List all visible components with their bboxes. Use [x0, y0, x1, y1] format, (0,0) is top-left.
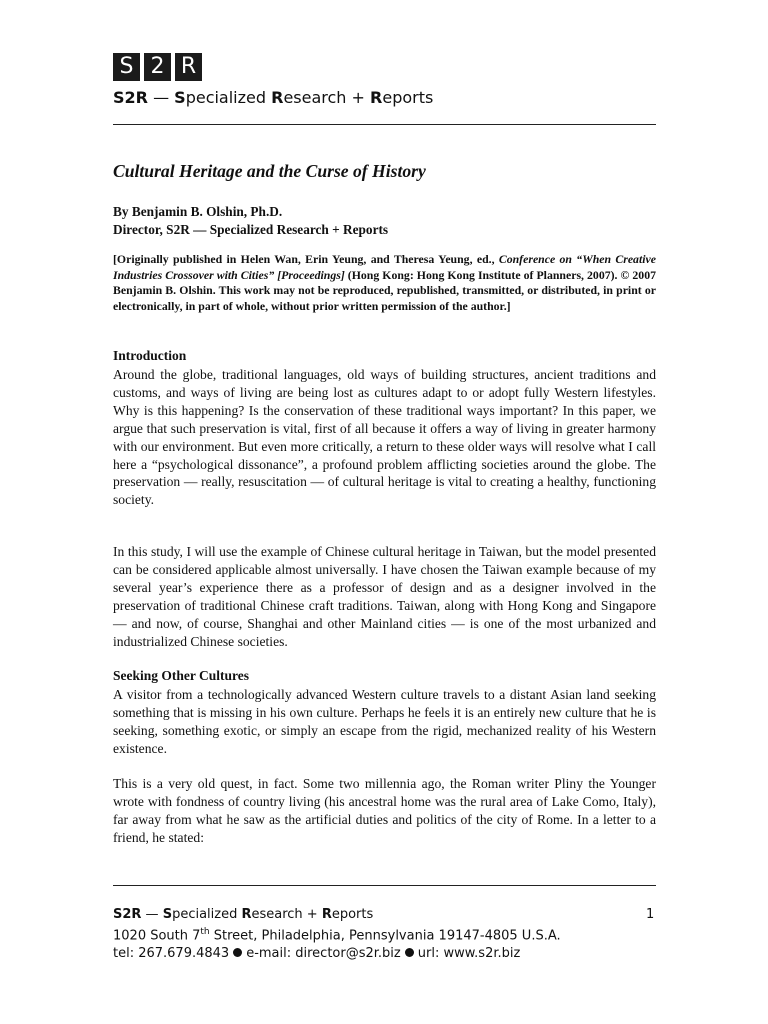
introduction-paragraph-2: In this study, I will use the example of Chinese cultural heritage in Taiwan, but the model presented can be considered applicable almost universally. I have chosen the Taiwan example because of my several year’s experience there as a professor of design and as a designer involved in the preservation of traditional Chinese craft traditions. Taiwan, along with Hong Kong and Singapore — and now, of course, Shanghai and other Mainland cities — is one of the most urbanized and industrialized Chinese societies.: [113, 544, 656, 649]
footer-email[interactable]: e-mail: director@s2r.biz: [246, 946, 401, 961]
footer-initial-s: S: [162, 907, 173, 922]
footer-brand-line: [113, 907, 373, 922]
footer-word-specialized: pecialized: [172, 907, 242, 922]
logo-letter-s: S: [113, 53, 140, 81]
brand-initial-r1: R: [271, 88, 284, 107]
footer-brand-dash: —: [141, 907, 163, 922]
footer-initial-r1: R: [241, 907, 252, 922]
seeking-paragraph-2: This is a very old quest, in fact. Some two millennia ago, the Roman writer Pliny the Younger wrote with fondness of country living (his ancestral home was the rural area of Lake Como, Italy), far away from what he saw as the artificial duties and politics of the city of Rome. In a letter to a friend, he stated:: [113, 776, 656, 845]
address-street: 1020 South 7: [113, 928, 201, 944]
brand-short: S2R: [113, 88, 148, 107]
footer-divider: [113, 885, 656, 886]
section-heading-introduction: Introduction: [113, 348, 187, 363]
s2r-logo: [113, 53, 202, 81]
bullet-separator-2: [405, 948, 414, 957]
brand-word-research: esearch +: [283, 88, 371, 107]
brand-initial-r2: R: [370, 88, 383, 107]
footer-address: [113, 927, 561, 943]
byline: [113, 203, 388, 238]
introduction-paragraph-1: Around the globe, traditional languages, old ways of building structures, ancient traditions and customs, and ways of living are being lost as cultures adapt to or adopt fully Western lifestyles. Why is this happening? Is the conservation of these traditional ways important? In this paper, we argue that such preservation is vital, first of all because it offers a way of living in greater harmony with our environment. But even more critically, a return to these older ways will resolve what I call here a “psychological dissonance”, a profound problem afflicting societies around the globe. The preservation — really, resuscitation — of cultural heritage is vital to creating a healthy, functioning society.: [113, 367, 656, 508]
brand-word-specialized: pecialized: [185, 88, 272, 107]
section-heading-seeking-other-cultures: Seeking Other Cultures: [113, 668, 250, 683]
footer-brand-short: S2R: [113, 907, 142, 922]
footer-contact: [113, 946, 520, 961]
address-city: Street, Philadelphia, Pennsylvania 19147-4805 U.S.A.: [209, 928, 561, 944]
brand-dash: —: [147, 88, 175, 107]
footer-url[interactable]: url: www.s2r.biz: [417, 946, 521, 961]
footer-phone: tel: 267.679.4843: [113, 946, 230, 961]
logo-letter-r: R: [175, 53, 202, 81]
publication-note: [113, 252, 656, 315]
bullet-separator-1: [233, 948, 242, 957]
header-brand-line: [113, 88, 433, 107]
logo-letter-2: 2: [144, 53, 171, 81]
author-line: By Benjamin B. Olshin, Ph.D.: [113, 204, 283, 219]
pubnote-text-1: [Originally published in Helen Wan, Erin Yeung, and Theresa Yeung, ed.,: [113, 252, 499, 266]
pubnote-text-2: (Hong Kong: Hong Kong Institute of Planners, 2007). © 2007 Benjamin B. Olshin. This work may not be reproduced, republished, transmitted, or distributed, in print or electronically, in part of whole, without prior written permission of the author.]: [113, 267, 656, 314]
footer-initial-r2: R: [321, 907, 332, 922]
pubnote-conference-title: Conference on “When Creative Industries Crossover with Cities” [Proceedings]: [113, 252, 656, 282]
footer-word-reports: eports: [331, 907, 374, 922]
brand-initial-s: S: [174, 88, 186, 107]
address-ordinal: th: [200, 927, 210, 937]
author-role-line: Director, S2R — Specialized Research + Reports: [113, 221, 389, 237]
footer-word-research: esearch +: [251, 907, 322, 922]
document-title: Cultural Heritage and the Curse of History: [113, 161, 426, 181]
brand-word-reports: eports: [382, 88, 434, 107]
page-number: 1: [646, 907, 655, 922]
seeking-paragraph-1: A visitor from a technologically advanced Western culture travels to a distant Asian land seeking something that is missing in his own culture. Perhaps he feels it is an entirely new culture that he is seeking, something exotic, or simply an escape from the rigid, mechanized reality of his Western existence.: [113, 687, 656, 756]
header-divider: [113, 124, 656, 125]
